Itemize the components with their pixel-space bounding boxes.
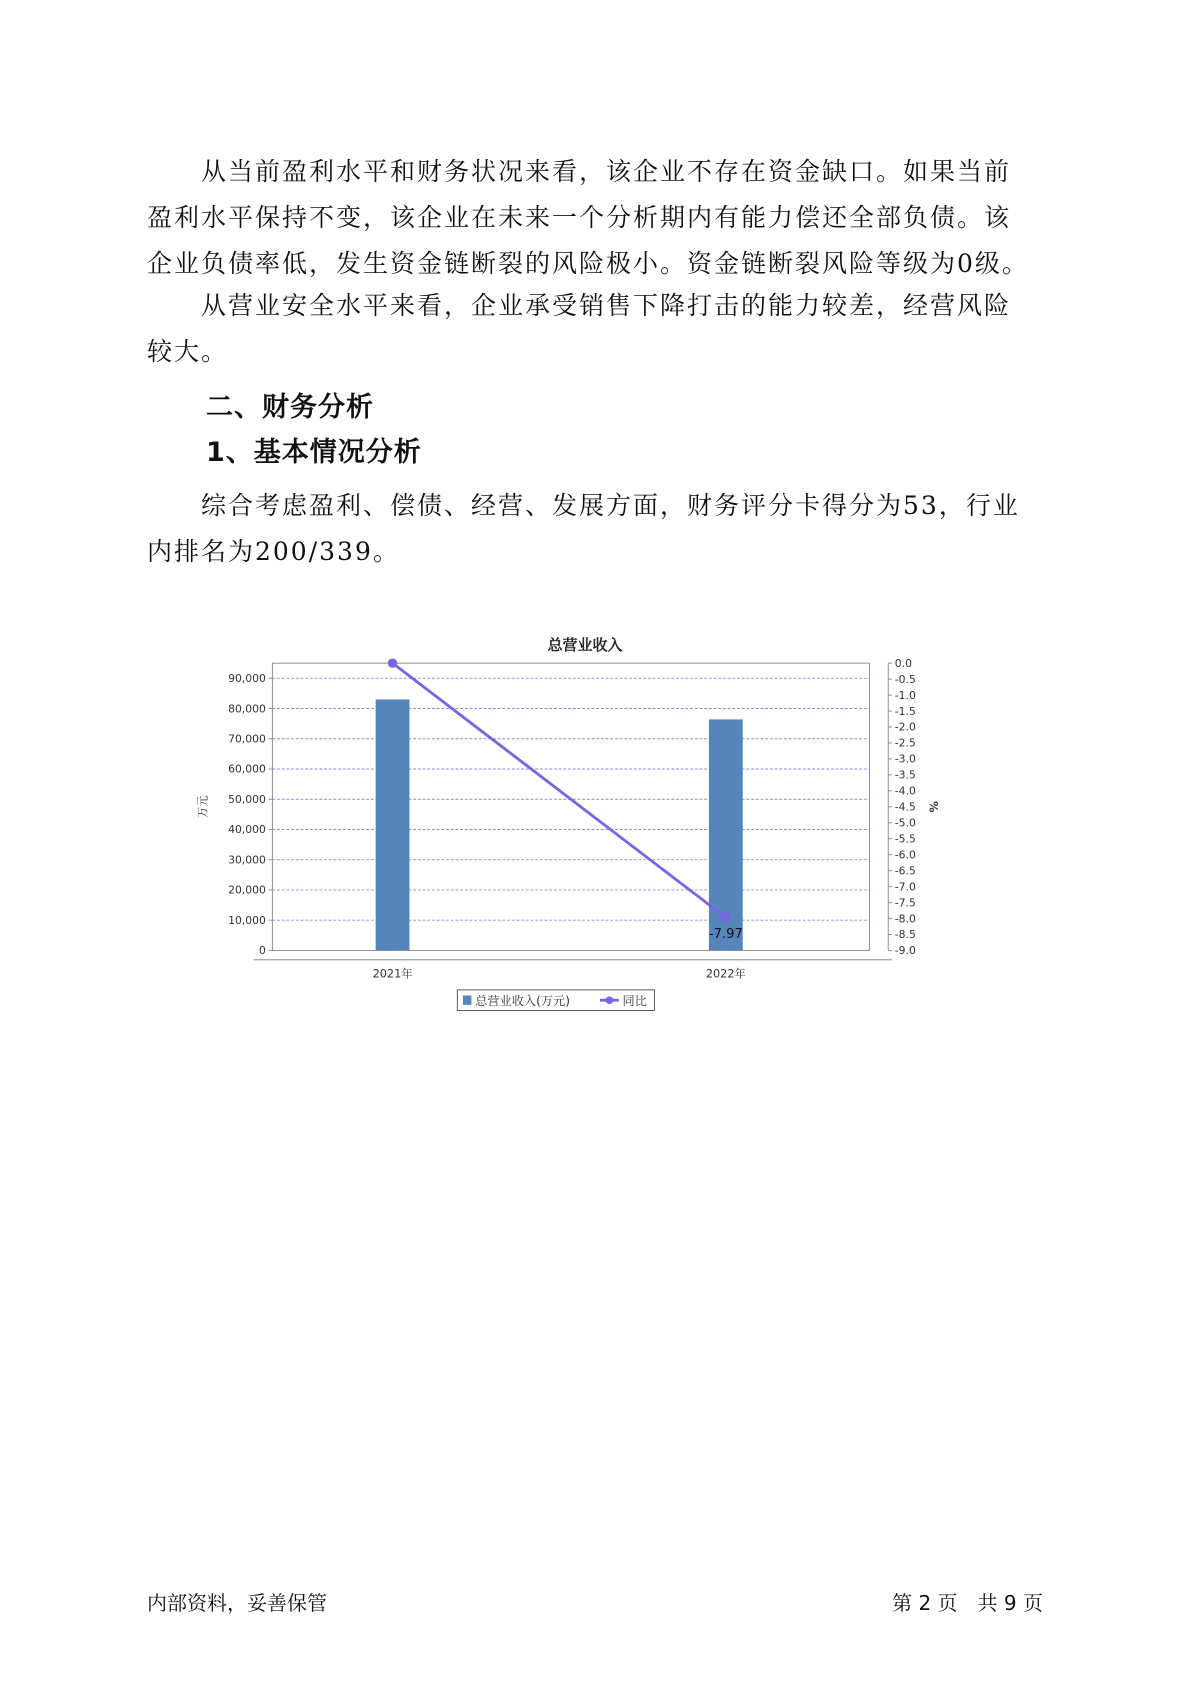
right-tick-label: -5.5 <box>894 832 916 846</box>
paragraph-operating-safety <box>147 283 1047 375</box>
line-yoy-point <box>721 913 730 922</box>
right-tick-label: -8.5 <box>894 928 916 942</box>
legend-bar-swatch <box>463 995 471 1004</box>
paragraph-funding-gap <box>147 149 1047 287</box>
right-tick-label: -6.5 <box>894 864 916 878</box>
right-tick-label: 0.0 <box>894 656 912 670</box>
footer-page-number: 第 2 页 共 9 页 <box>892 1591 1043 1615</box>
right-tick-label: -4.5 <box>894 800 916 814</box>
right-tick-label: -2.5 <box>894 736 916 750</box>
right-tick-label: -8.0 <box>894 912 916 926</box>
revenue-chart-svg <box>170 635 1000 1095</box>
left-tick-label: 0 <box>258 944 266 958</box>
left-tick-label: 90,000 <box>228 672 266 686</box>
bar-revenue <box>376 699 410 950</box>
paragraph-line: 从当前盈利水平和财务状况来看，该企业不存在资金缺口。如果当前 <box>147 157 1012 186</box>
x-tick-label: 2022年 <box>705 967 746 981</box>
left-tick-label: 20,000 <box>228 883 266 897</box>
legend-line-label: 同比 <box>622 993 647 1008</box>
right-tick-label: -9.0 <box>894 944 916 958</box>
left-tick-label: 60,000 <box>228 762 266 776</box>
right-tick-label: -6.0 <box>894 848 916 862</box>
right-tick-label: -3.0 <box>894 752 916 766</box>
right-tick-label: -3.5 <box>894 768 916 782</box>
legend-bar-label: 总营业收入(万元) <box>475 993 570 1008</box>
line-yoy-point <box>388 658 397 667</box>
left-tick-label: 30,000 <box>228 853 266 867</box>
right-tick-label: -0.5 <box>894 672 916 686</box>
legend-line-marker <box>606 996 614 1004</box>
right-tick-label: -7.0 <box>894 880 916 894</box>
left-tick-label: 50,000 <box>228 792 266 806</box>
paragraph-line: 企业负债率低，发生资金链断裂的风险极小。资金链断裂风险等级为0级。 <box>147 249 1029 278</box>
right-tick-label: -1.5 <box>894 704 916 718</box>
right-tick-label: -4.0 <box>894 784 916 798</box>
paragraph-line: 较大。 <box>147 337 229 366</box>
footer-confidential-note: 内部资料，妥善保管 <box>147 1591 327 1615</box>
paragraph-score <box>147 483 1047 575</box>
left-tick-label: 80,000 <box>228 702 266 716</box>
right-axis-label: % <box>926 801 940 813</box>
paragraph-line: 综合考虑盈利、偿债、经营、发展方面，财务评分卡得分为53，行业 <box>147 491 1020 520</box>
left-tick-label: 70,000 <box>228 732 266 746</box>
paragraph-line: 盈利水平保持不变，该企业在未来一个分析期内有能力偿还全部负债。该 <box>147 203 1012 232</box>
line-data-label: -7.97 <box>708 927 743 943</box>
chart-title: 总营业收入 <box>547 636 623 655</box>
revenue-chart <box>170 635 1000 1095</box>
right-tick-label: -2.0 <box>894 720 916 734</box>
left-tick-label: 40,000 <box>228 823 266 837</box>
section-heading-financial-analysis: 二、财务分析 <box>206 392 374 423</box>
paragraph-line: 内排名为200/339。 <box>147 537 400 566</box>
x-tick-label: 2021年 <box>372 967 413 981</box>
subsection-heading-basic-analysis: 1、基本情况分析 <box>206 437 422 468</box>
right-tick-label: -1.0 <box>894 688 916 702</box>
right-tick-label: -7.5 <box>894 896 916 910</box>
right-tick-label: -5.0 <box>894 816 916 830</box>
paragraph-line: 从营业安全水平来看，企业承受销售下降打击的能力较差，经营风险 <box>147 291 1012 320</box>
left-axis-label: 万元 <box>196 795 210 819</box>
left-tick-label: 10,000 <box>228 913 266 927</box>
plot-frame <box>272 663 869 950</box>
